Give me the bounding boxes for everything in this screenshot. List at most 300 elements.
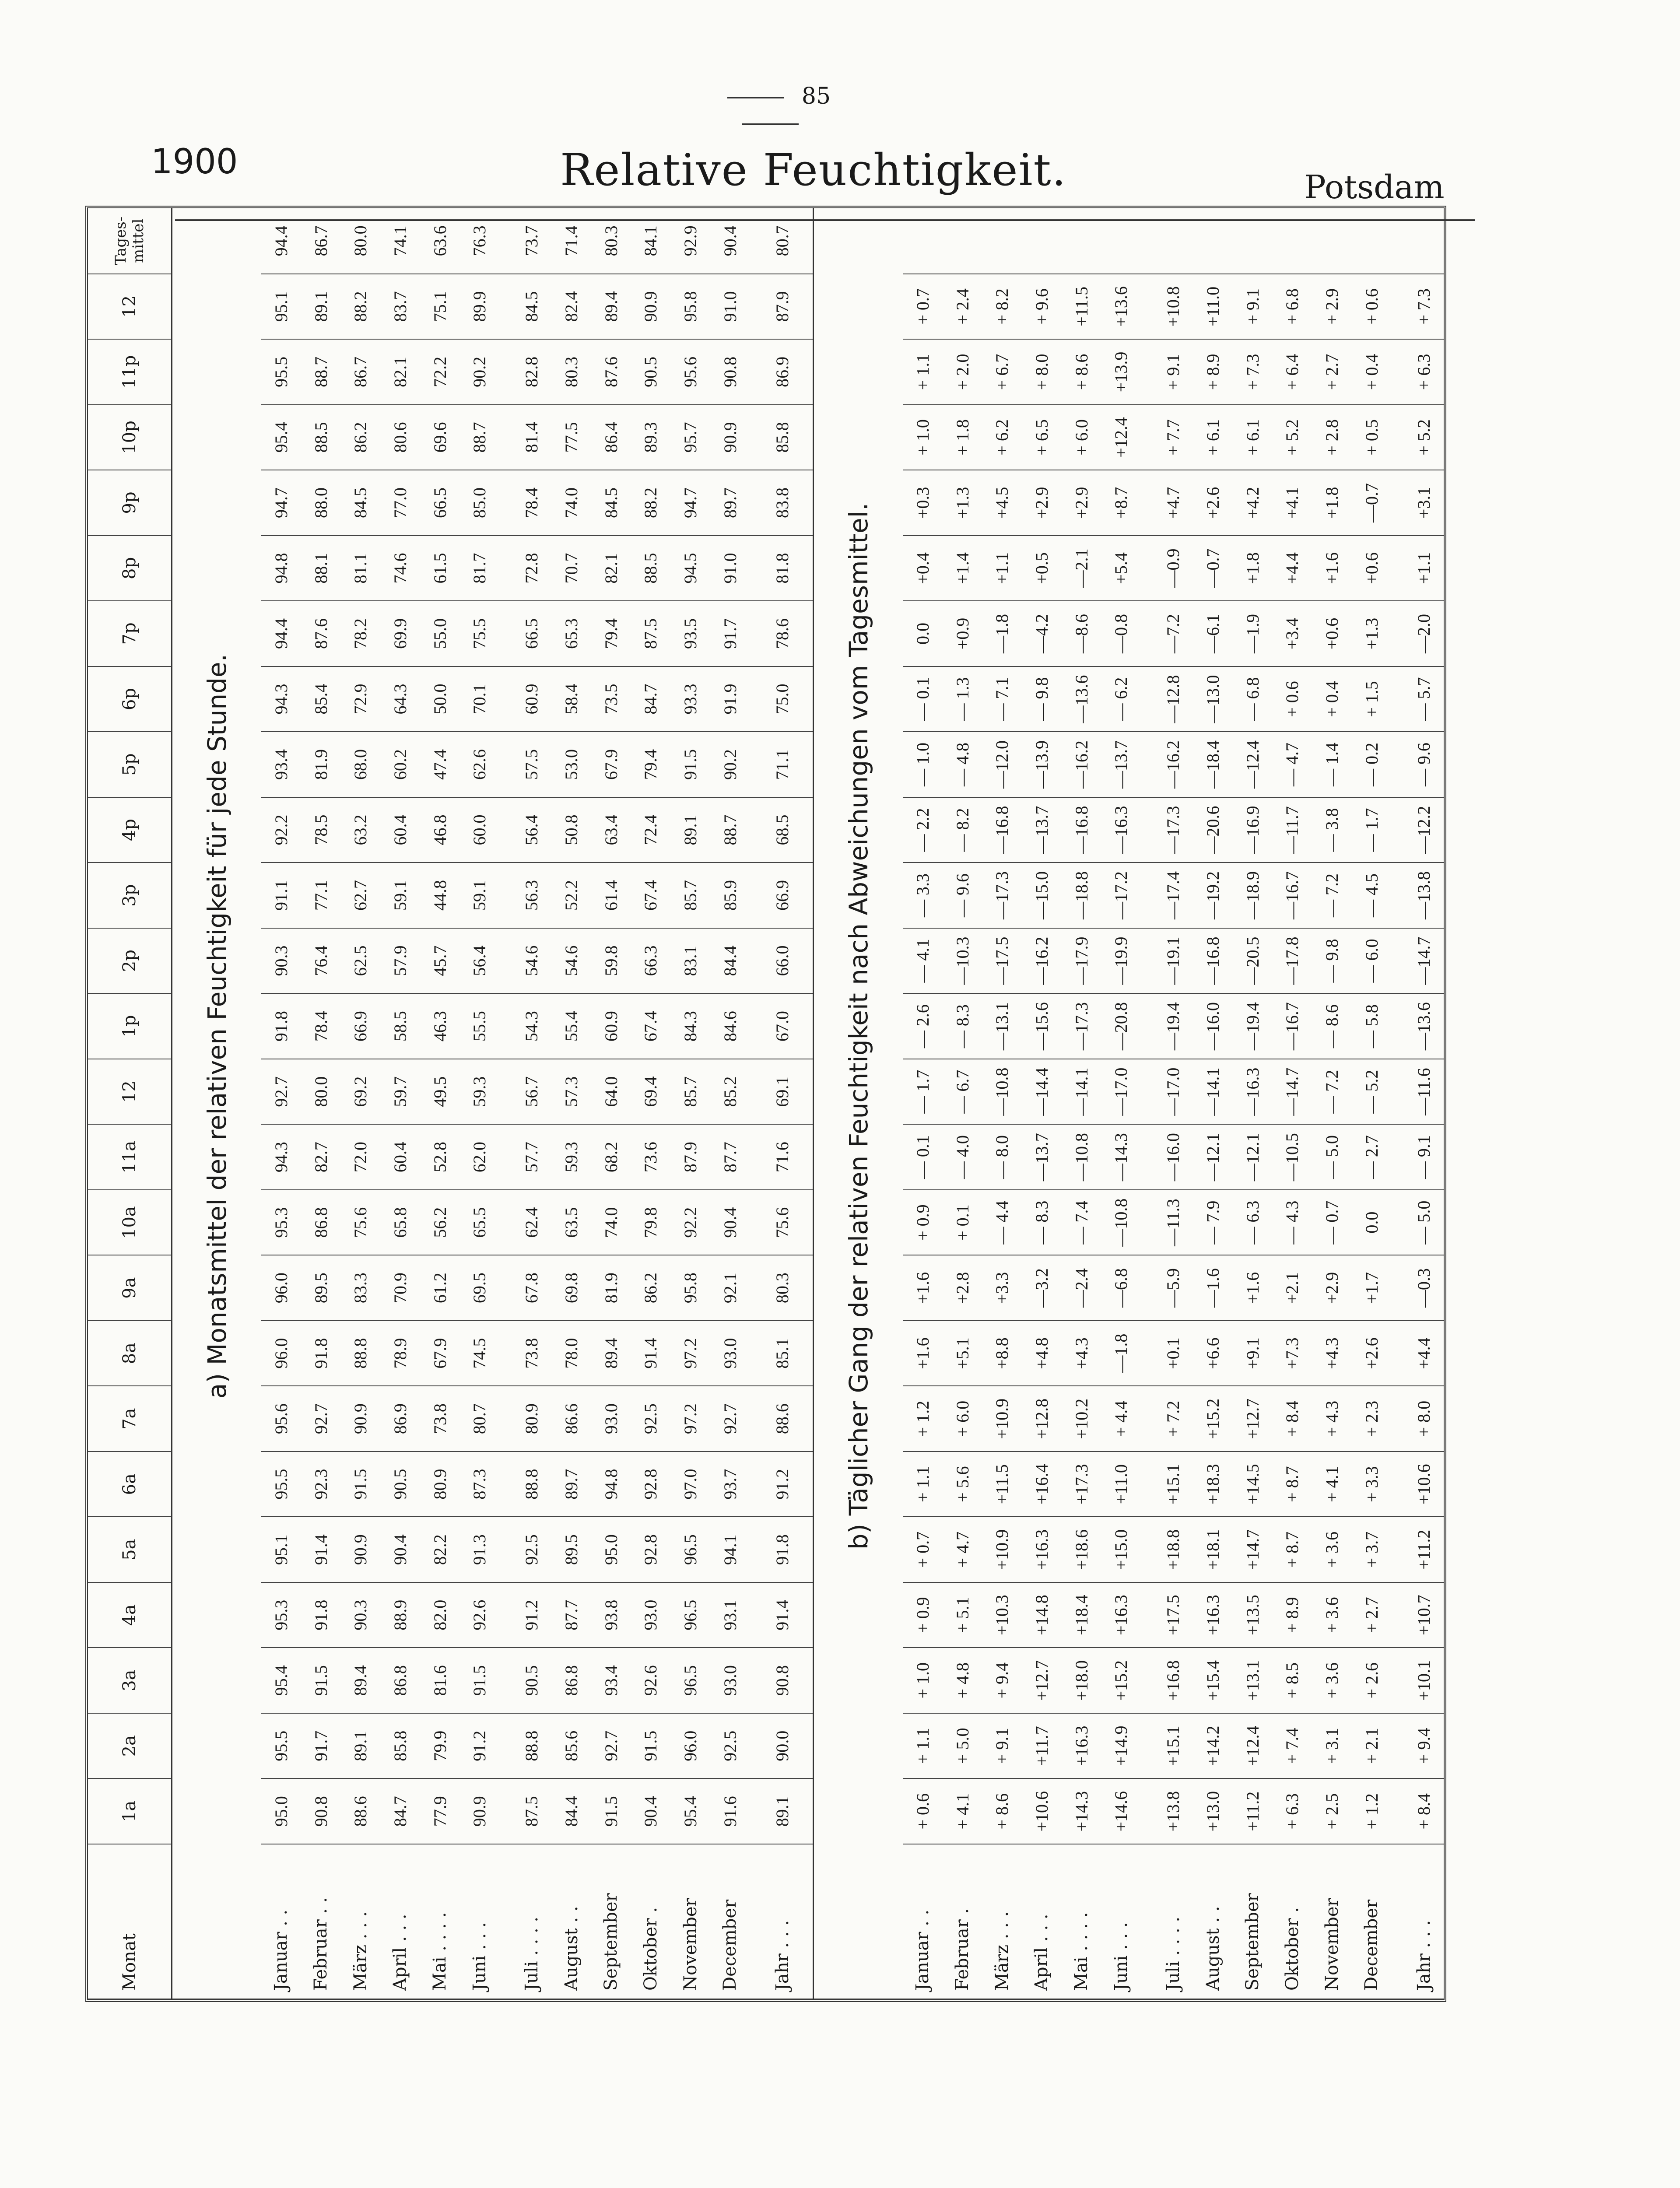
- value-cell: 89.1: [301, 274, 341, 340]
- value-cell: 88.7: [710, 797, 750, 863]
- value-cell: + 6.3: [1273, 1778, 1312, 1844]
- value-cell: +14.3: [1062, 1778, 1101, 1844]
- value-cell: 82.1: [380, 339, 420, 405]
- value-cell: + 8.7: [1273, 1452, 1312, 1517]
- separator-cell: [802, 1255, 814, 1321]
- value-cell: + 9.1: [1154, 339, 1193, 405]
- hour-header: 3p: [88, 863, 172, 928]
- gap-cell: [499, 208, 512, 274]
- value-cell: 91.8: [762, 1517, 802, 1582]
- value-cell: 47.4: [420, 732, 460, 797]
- value-cell: 91.5: [631, 1713, 671, 1779]
- value-cell: 91.0: [710, 536, 750, 601]
- value-cell: 90.3: [261, 928, 301, 994]
- value-cell: 87.6: [591, 339, 631, 405]
- separator-cell: [802, 1124, 814, 1190]
- value-cell: +2.6: [1352, 1321, 1392, 1386]
- value-cell: + 8.6: [982, 1778, 1022, 1844]
- value-cell: 85.6: [551, 1713, 591, 1779]
- gap-cell: [750, 1190, 763, 1255]
- value-cell: +13.0: [1193, 1778, 1233, 1844]
- value-cell: 90.3: [340, 1582, 380, 1648]
- value-cell: +0.1: [1154, 1321, 1193, 1386]
- value-cell: 72.4: [631, 797, 671, 863]
- value-cell: 90.4: [710, 1190, 750, 1255]
- value-cell: 77.9: [420, 1778, 460, 1844]
- value-cell: 84.7: [631, 666, 671, 732]
- value-cell: + 8.7: [1273, 1517, 1312, 1582]
- value-cell: —14.7: [1273, 1059, 1312, 1125]
- value-cell: — 1.4: [1312, 732, 1352, 797]
- value-cell: 69.9: [380, 601, 420, 666]
- gap-cell: [499, 1452, 512, 1517]
- value-cell: — 5.0: [1404, 1190, 1444, 1255]
- value-cell: +18.3: [1193, 1452, 1233, 1517]
- value-cell: +8.8: [982, 1321, 1022, 1386]
- value-cell: — 1.3: [943, 666, 982, 732]
- value-cell: +7.3: [1273, 1321, 1312, 1386]
- value-cell: —0.9: [1154, 536, 1193, 601]
- value-cell: 74.5: [459, 1321, 499, 1386]
- value-cell: 90.0: [762, 1713, 802, 1779]
- month-cell: Jahr . . .: [1404, 1844, 1444, 1999]
- value-cell: — 3.8: [1312, 797, 1352, 863]
- value-cell: 68.5: [762, 797, 802, 863]
- value-cell: + 6.0: [943, 1386, 982, 1452]
- daily-mean-cell: [1273, 208, 1312, 274]
- b-table-row: [982, 208, 1022, 1999]
- value-cell: + 1.8: [943, 405, 982, 470]
- value-cell: —7.2: [1154, 601, 1193, 666]
- separator-cell: [802, 470, 814, 536]
- value-cell: — 8.6: [1312, 993, 1352, 1059]
- gap-cell: [1141, 993, 1154, 1059]
- daily-mean-cell: 92.9: [670, 208, 710, 274]
- value-cell: —16.8: [982, 797, 1022, 863]
- value-cell: 74.0: [591, 1190, 631, 1255]
- value-cell: — 6.2: [1101, 666, 1141, 732]
- value-cell: 93.5: [670, 601, 710, 666]
- value-cell: +18.0: [1062, 1648, 1101, 1713]
- value-cell: +1.6: [1312, 536, 1352, 601]
- daily-mean-cell: 86.7: [301, 208, 341, 274]
- separator-cell: [802, 1321, 814, 1386]
- section-b-title-row: [814, 208, 903, 1999]
- separator-cell: [802, 208, 814, 274]
- hour-header: 12: [88, 274, 172, 340]
- value-cell: —14.1: [1062, 1059, 1101, 1125]
- value-cell: 94.1: [710, 1517, 750, 1582]
- hour-header: 4p: [88, 797, 172, 863]
- value-cell: —13.1: [982, 993, 1022, 1059]
- value-cell: 70.7: [551, 536, 591, 601]
- value-cell: +5.4: [1101, 536, 1141, 601]
- value-cell: 77.0: [380, 470, 420, 536]
- value-cell: +15.1: [1154, 1452, 1193, 1517]
- daily-mean-cell: [1352, 208, 1392, 274]
- value-cell: 87.7: [551, 1582, 591, 1648]
- value-cell: —11.3: [1154, 1190, 1193, 1255]
- value-cell: 78.4: [301, 993, 341, 1059]
- value-cell: +3.4: [1273, 601, 1312, 666]
- value-cell: 80.9: [512, 1386, 552, 1452]
- value-cell: 90.2: [459, 339, 499, 405]
- gap-cell: [499, 1255, 512, 1321]
- value-cell: —17.2: [1101, 863, 1141, 928]
- value-cell: — 7.2: [1312, 863, 1352, 928]
- value-cell: 84.5: [591, 470, 631, 536]
- value-cell: 86.2: [340, 405, 380, 470]
- gap-cell: [1141, 732, 1154, 797]
- value-cell: 73.8: [420, 1386, 460, 1452]
- a-table-row: [631, 208, 671, 1999]
- value-cell: + 0.7: [903, 1517, 943, 1582]
- value-cell: 92.2: [670, 1190, 710, 1255]
- month-cell: Februar . .: [301, 1844, 341, 1999]
- gap-cell: [1392, 1386, 1404, 1452]
- value-cell: —14.3: [1101, 1124, 1141, 1190]
- value-cell: — 1.0: [903, 732, 943, 797]
- value-cell: 91.5: [340, 1452, 380, 1517]
- value-cell: +0.3: [903, 470, 943, 536]
- value-cell: 95.4: [261, 405, 301, 470]
- value-cell: +16.3: [1193, 1582, 1233, 1648]
- value-cell: +1.6: [1233, 1255, 1273, 1321]
- value-cell: 62.0: [459, 1124, 499, 1190]
- value-cell: 92.6: [459, 1582, 499, 1648]
- month-cell: April . . .: [1022, 1844, 1062, 1999]
- page-number-text: 85: [801, 83, 831, 109]
- value-cell: —17.3: [1062, 993, 1101, 1059]
- value-cell: 96.0: [261, 1321, 301, 1386]
- value-cell: +0.6: [1352, 536, 1392, 601]
- gap-cell: [750, 993, 763, 1059]
- value-cell: 61.2: [420, 1255, 460, 1321]
- value-cell: + 0.7: [903, 274, 943, 340]
- value-cell: + 2.0: [943, 339, 982, 405]
- gap-cell: [499, 1778, 512, 1844]
- value-cell: — 5.0: [1312, 1124, 1352, 1190]
- value-cell: 69.4: [631, 1059, 671, 1125]
- value-cell: —16.7: [1273, 993, 1312, 1059]
- value-cell: 57.3: [551, 1059, 591, 1125]
- value-cell: — 4.5: [1352, 863, 1392, 928]
- value-cell: 93.4: [261, 732, 301, 797]
- value-cell: 95.8: [670, 274, 710, 340]
- value-cell: 78.9: [380, 1321, 420, 1386]
- value-cell: 59.3: [459, 1059, 499, 1125]
- value-cell: 66.9: [340, 993, 380, 1059]
- value-cell: +10.8: [1154, 274, 1193, 340]
- value-cell: 67.0: [762, 993, 802, 1059]
- gap-cell: [1141, 274, 1154, 340]
- value-cell: + 3.6: [1312, 1517, 1352, 1582]
- value-cell: + 9.1: [1233, 274, 1273, 340]
- month-cell: Juli . . . .: [512, 1844, 552, 1999]
- value-cell: 67.9: [591, 732, 631, 797]
- value-cell: 91.1: [261, 863, 301, 928]
- gap-cell: [499, 1648, 512, 1713]
- value-cell: 75.1: [420, 274, 460, 340]
- value-cell: 87.6: [301, 601, 341, 666]
- b-table-row: [903, 208, 943, 1999]
- value-cell: 93.0: [710, 1321, 750, 1386]
- value-cell: 89.4: [340, 1648, 380, 1713]
- gap-cell: [499, 863, 512, 928]
- value-cell: —16.2: [1154, 732, 1193, 797]
- value-cell: 92.1: [710, 1255, 750, 1321]
- a-table-row: [670, 208, 710, 1999]
- value-cell: 91.5: [459, 1648, 499, 1713]
- gap-cell: [1392, 928, 1404, 994]
- value-cell: +1.3: [1352, 601, 1392, 666]
- value-cell: + 0.4: [1312, 666, 1352, 732]
- value-cell: 88.5: [631, 536, 671, 601]
- value-cell: 90.9: [459, 1778, 499, 1844]
- value-cell: + 0.1: [943, 1190, 982, 1255]
- value-cell: + 5.2: [1273, 405, 1312, 470]
- value-cell: +2.9: [1022, 470, 1062, 536]
- value-cell: + 1.2: [1352, 1778, 1392, 1844]
- month-cell: November: [670, 1844, 710, 1999]
- value-cell: — 6.7: [943, 1059, 982, 1125]
- value-cell: — 9.8: [1022, 666, 1062, 732]
- value-cell: —16.9: [1233, 797, 1273, 863]
- value-cell: 74.0: [551, 470, 591, 536]
- value-cell: 67.4: [631, 993, 671, 1059]
- daily-mean-cell: [1233, 208, 1273, 274]
- value-cell: —17.8: [1273, 928, 1312, 994]
- value-cell: +4.4: [1273, 536, 1312, 601]
- value-cell: 88.8: [340, 1321, 380, 1386]
- month-cell: August . .: [551, 1844, 591, 1999]
- value-cell: —11.7: [1273, 797, 1312, 863]
- value-cell: +14.7: [1233, 1517, 1273, 1582]
- value-cell: 89.1: [762, 1778, 802, 1844]
- value-cell: + 8.9: [1193, 339, 1233, 405]
- dash-right: [742, 123, 799, 125]
- hour-header: 1a: [88, 1778, 172, 1844]
- value-cell: 89.4: [591, 1321, 631, 1386]
- value-cell: 66.5: [512, 601, 552, 666]
- value-cell: 82.0: [420, 1582, 460, 1648]
- month-cell: Juni . . .: [1101, 1844, 1141, 1999]
- hour-header: 8p: [88, 536, 172, 601]
- value-cell: +2.1: [1273, 1255, 1312, 1321]
- value-cell: 95.6: [261, 1386, 301, 1452]
- value-cell: 76.4: [301, 928, 341, 994]
- gap-cell: [1141, 1059, 1154, 1125]
- value-cell: 44.8: [420, 863, 460, 928]
- table-header-row: [88, 208, 172, 1999]
- value-cell: + 8.5: [1273, 1648, 1312, 1713]
- value-cell: — 6.3: [1233, 1190, 1273, 1255]
- value-cell: 84.5: [340, 470, 380, 536]
- value-cell: +4.1: [1273, 470, 1312, 536]
- value-cell: 46.3: [420, 993, 460, 1059]
- value-cell: +18.4: [1062, 1582, 1101, 1648]
- value-cell: 94.7: [261, 470, 301, 536]
- gap-cell: [1392, 1321, 1404, 1386]
- value-cell: — 7.1: [982, 666, 1022, 732]
- value-cell: 73.6: [631, 1124, 671, 1190]
- value-cell: + 9.1: [982, 1713, 1022, 1779]
- gap-cell: [499, 1582, 512, 1648]
- value-cell: 82.4: [551, 274, 591, 340]
- hour-header: 6p: [88, 666, 172, 732]
- a-table-row: [551, 208, 591, 1999]
- value-cell: 95.0: [591, 1517, 631, 1582]
- value-cell: +17.3: [1062, 1452, 1101, 1517]
- value-cell: 86.8: [551, 1648, 591, 1713]
- value-cell: 63.5: [551, 1190, 591, 1255]
- value-cell: 90.2: [710, 732, 750, 797]
- value-cell: 69.6: [420, 405, 460, 470]
- gap-cell: [1392, 339, 1404, 405]
- a-table-row: [512, 208, 552, 1999]
- value-cell: + 0.6: [1273, 666, 1312, 732]
- value-cell: +0.6: [1312, 601, 1352, 666]
- value-cell: 96.5: [670, 1582, 710, 1648]
- gap-cell: [499, 666, 512, 732]
- row-gap: [499, 208, 512, 1999]
- a-table-row: [380, 208, 420, 1999]
- value-cell: —1.9: [1233, 601, 1273, 666]
- value-cell: 90.8: [301, 1778, 341, 1844]
- value-cell: 93.0: [591, 1386, 631, 1452]
- value-cell: —16.8: [1062, 797, 1101, 863]
- value-cell: 97.0: [670, 1452, 710, 1517]
- value-cell: — 1.7: [903, 1059, 943, 1125]
- value-cell: + 3.7: [1352, 1517, 1392, 1582]
- separator-cell: [802, 666, 814, 732]
- year-label: 1900: [151, 142, 238, 182]
- value-cell: —17.9: [1062, 928, 1101, 994]
- value-cell: 52.8: [420, 1124, 460, 1190]
- value-cell: 0.0: [1352, 1190, 1392, 1255]
- value-cell: —15.6: [1022, 993, 1062, 1059]
- separator-cell: [802, 797, 814, 863]
- value-cell: + 0.6: [903, 1778, 943, 1844]
- value-cell: 92.8: [631, 1452, 671, 1517]
- value-cell: 89.1: [340, 1713, 380, 1779]
- gap-cell: [1392, 1648, 1404, 1713]
- gap-cell: [1392, 601, 1404, 666]
- value-cell: +1.1: [982, 536, 1022, 601]
- value-cell: 87.7: [710, 1124, 750, 1190]
- value-cell: 82.8: [512, 339, 552, 405]
- value-cell: + 5.1: [943, 1582, 982, 1648]
- value-cell: 65.5: [459, 1190, 499, 1255]
- value-cell: —13.7: [1022, 1124, 1062, 1190]
- value-cell: — 4.8: [943, 732, 982, 797]
- value-cell: 89.7: [710, 470, 750, 536]
- a-table-row: [420, 208, 460, 1999]
- value-cell: 91.4: [631, 1321, 671, 1386]
- value-cell: 95.5: [261, 339, 301, 405]
- value-cell: 62.6: [459, 732, 499, 797]
- month-cell: August . .: [1193, 1844, 1233, 1999]
- separator-cell: [802, 1648, 814, 1713]
- value-cell: 73.8: [512, 1321, 552, 1386]
- value-cell: 85.8: [380, 1713, 420, 1779]
- value-cell: 57.9: [380, 928, 420, 994]
- daily-mean-cell: 74.1: [380, 208, 420, 274]
- value-cell: — 8.3: [1022, 1190, 1062, 1255]
- value-cell: 91.8: [301, 1321, 341, 1386]
- value-cell: +1.4: [943, 536, 982, 601]
- value-cell: + 6.1: [1233, 405, 1273, 470]
- value-cell: —6.1: [1193, 601, 1233, 666]
- gap-cell: [1141, 208, 1154, 274]
- value-cell: 88.7: [459, 405, 499, 470]
- value-cell: 90.9: [340, 1386, 380, 1452]
- value-cell: 90.4: [631, 1778, 671, 1844]
- hour-header: 1p: [88, 993, 172, 1059]
- daily-mean-cell: [1101, 208, 1141, 274]
- gap-cell: [750, 1386, 763, 1452]
- value-cell: 86.8: [380, 1648, 420, 1713]
- value-cell: + 8.0: [1022, 339, 1062, 405]
- value-cell: 88.2: [340, 274, 380, 340]
- value-cell: 85.1: [762, 1321, 802, 1386]
- separator-cell: [802, 1778, 814, 1844]
- value-cell: +1.6: [903, 1255, 943, 1321]
- value-cell: 95.7: [670, 405, 710, 470]
- value-cell: 95.3: [261, 1190, 301, 1255]
- value-cell: + 0.9: [903, 1190, 943, 1255]
- b-table-row: [1312, 208, 1352, 1999]
- gap-cell: [499, 339, 512, 405]
- value-cell: —16.0: [1193, 993, 1233, 1059]
- value-cell: — 7.9: [1193, 1190, 1233, 1255]
- value-cell: + 2.6: [1352, 1648, 1392, 1713]
- value-cell: +11.2: [1233, 1778, 1273, 1844]
- separator-cell: [802, 274, 814, 340]
- gap-cell: [1141, 1582, 1154, 1648]
- value-cell: + 1.1: [903, 1452, 943, 1517]
- value-cell: 65.3: [551, 601, 591, 666]
- value-cell: 95.1: [261, 1517, 301, 1582]
- value-cell: 54.6: [512, 928, 552, 994]
- value-cell: 71.1: [762, 732, 802, 797]
- gap-cell: [499, 993, 512, 1059]
- value-cell: —15.0: [1022, 863, 1062, 928]
- value-cell: 79.9: [420, 1713, 460, 1779]
- value-cell: + 6.8: [1273, 274, 1312, 340]
- value-cell: + 2.1: [1352, 1713, 1392, 1779]
- value-cell: +1.3: [943, 470, 982, 536]
- table-body: [172, 208, 1444, 1999]
- daily-mean-cell: [903, 208, 943, 274]
- value-cell: — 6.0: [1352, 928, 1392, 994]
- title-spacer: [814, 1844, 903, 1999]
- value-cell: 78.6: [762, 601, 802, 666]
- value-cell: — 6.8: [1233, 666, 1273, 732]
- value-cell: 86.8: [301, 1190, 341, 1255]
- value-cell: 92.5: [631, 1386, 671, 1452]
- value-cell: 96.0: [261, 1255, 301, 1321]
- value-cell: 60.2: [380, 732, 420, 797]
- value-cell: 95.5: [261, 1713, 301, 1779]
- value-cell: +2.9: [1312, 1255, 1352, 1321]
- value-cell: 94.7: [670, 470, 710, 536]
- title-spacer: [172, 1844, 262, 1999]
- month-cell: Juli . . . .: [1154, 1844, 1193, 1999]
- value-cell: 90.9: [710, 405, 750, 470]
- daily-mean-cell: [1404, 208, 1444, 274]
- value-cell: 66.9: [762, 863, 802, 928]
